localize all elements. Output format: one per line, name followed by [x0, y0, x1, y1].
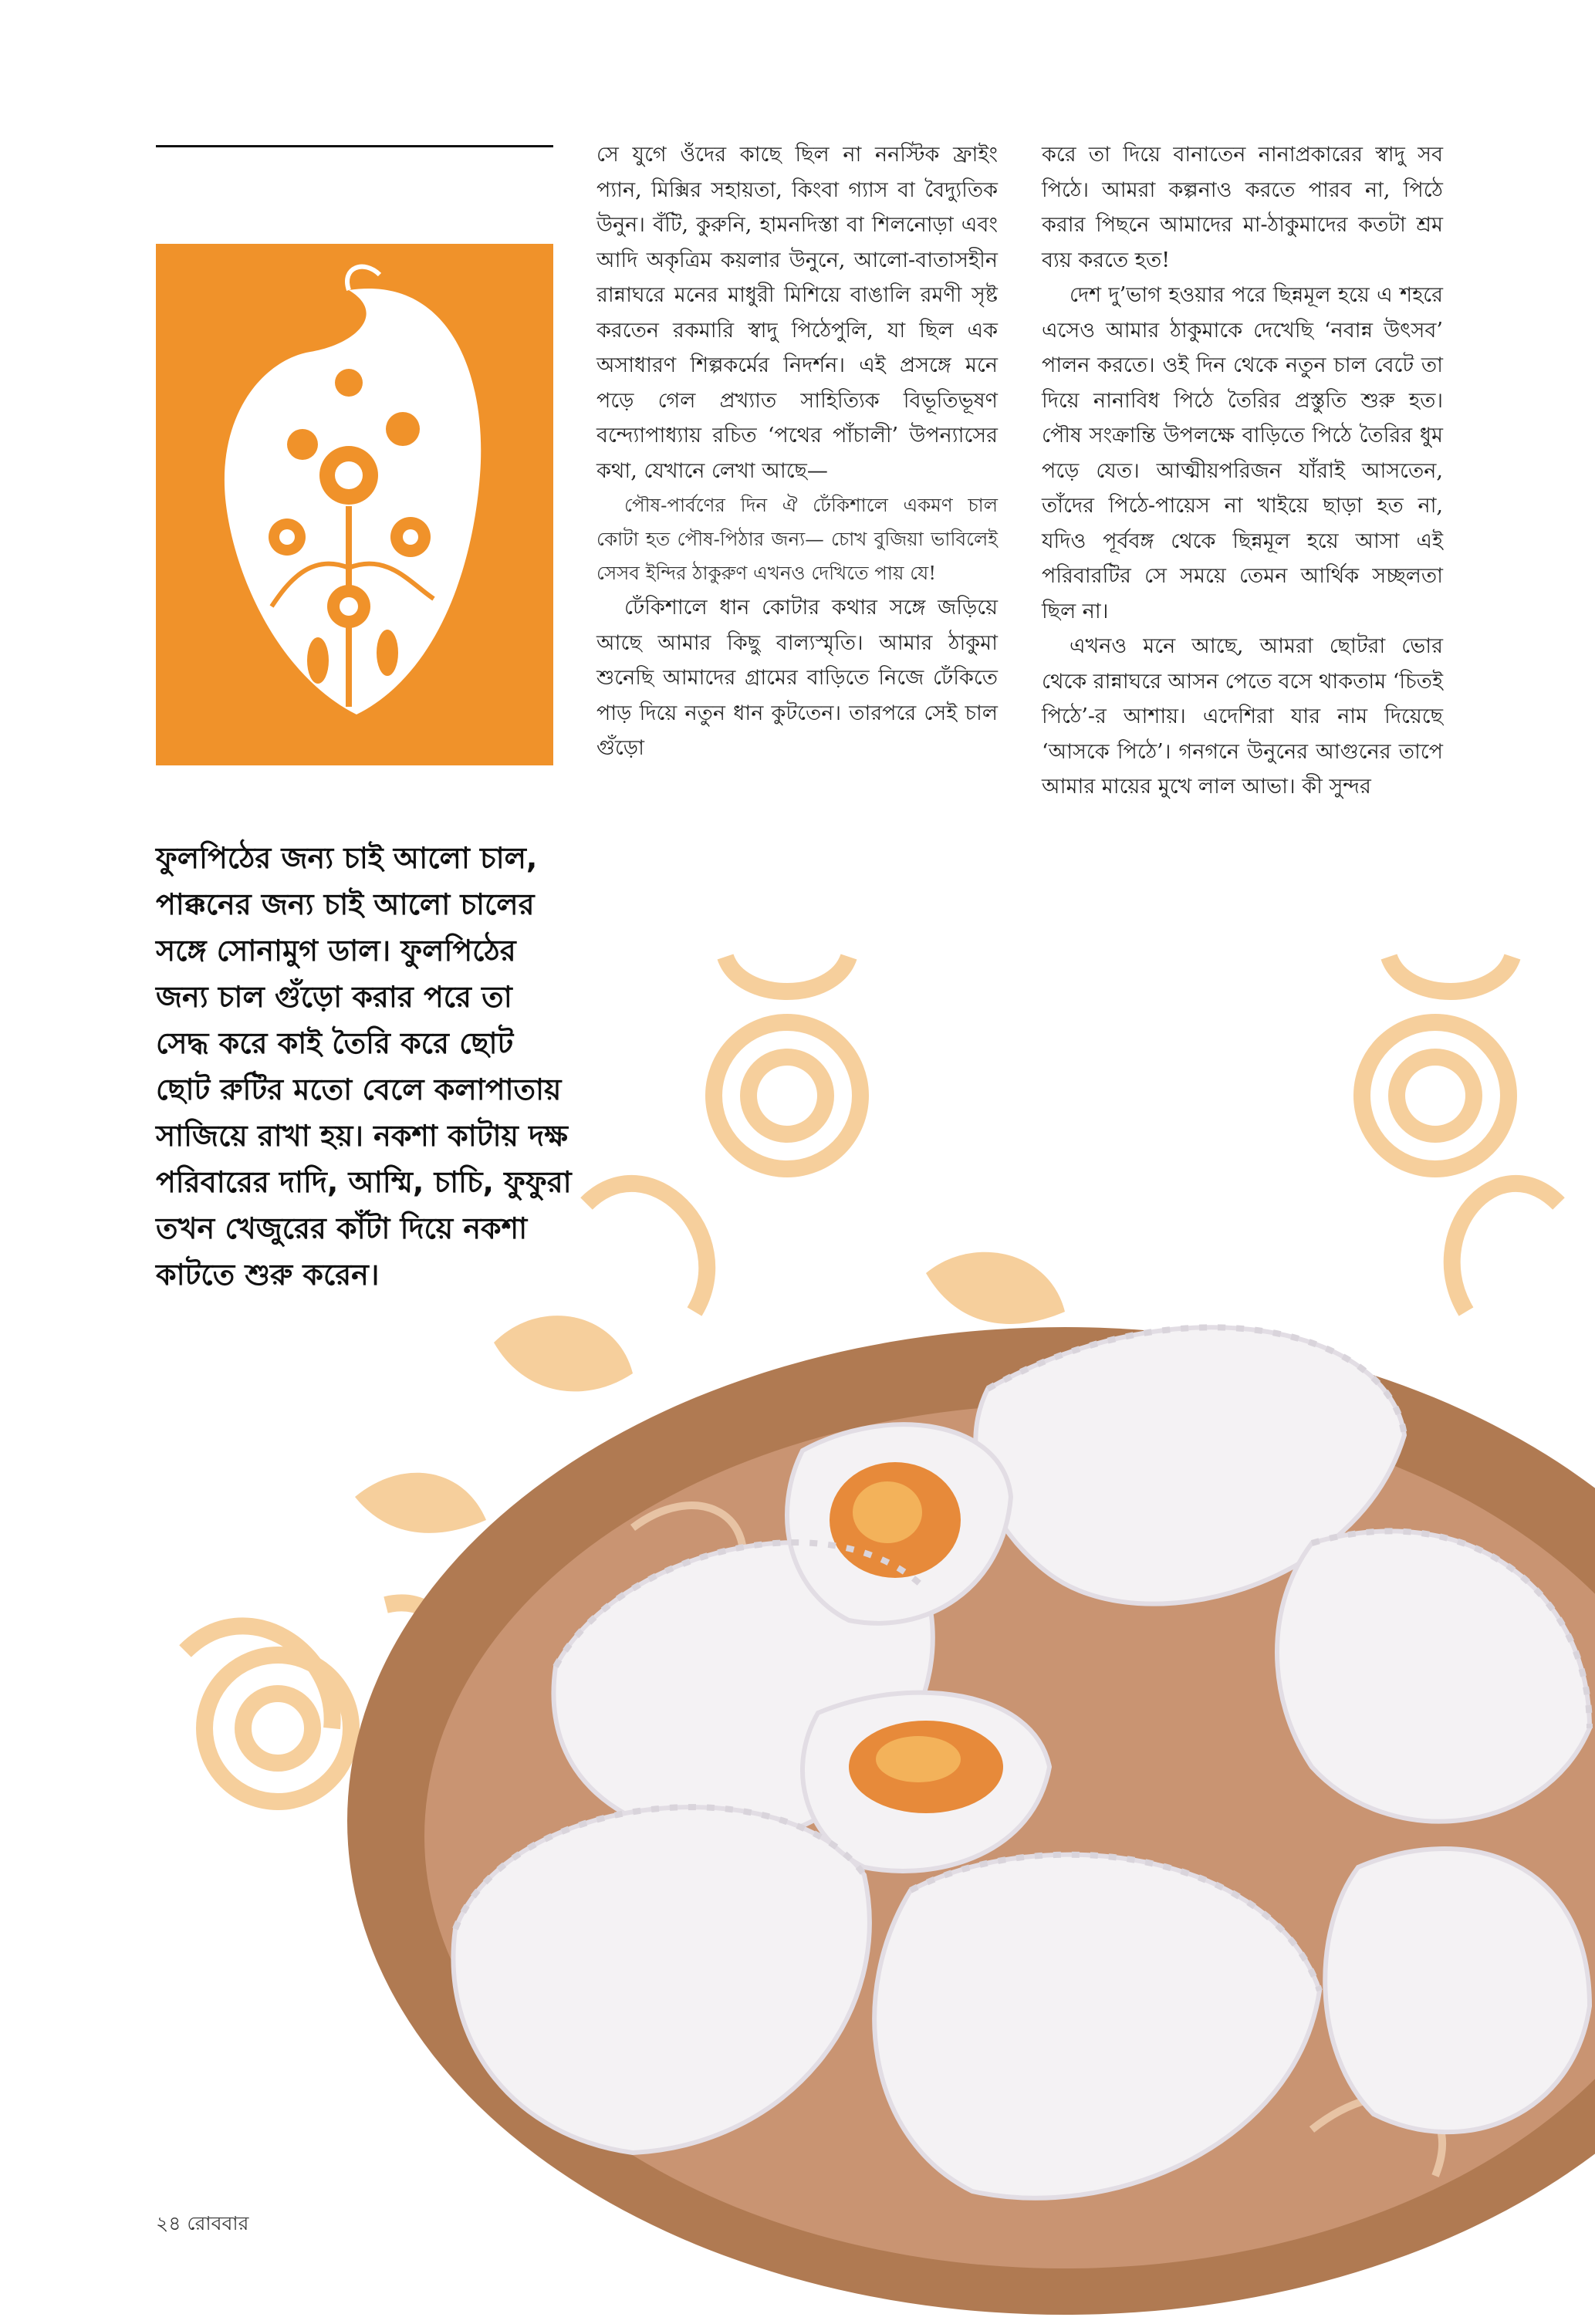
body-paragraph: দেশ দু’ভাগ হওয়ার পরে ছিন্নমূল হয়ে এ শহরে এসেও আমার ঠাকুমাকে দেখেছি ‘নবান্ন উৎসব’ পালন করতে। ওই দিন থেকে নতুন চাল বেটে তা দিয়ে নানাবিধ পিঠে তৈরির প্রস্তুতি শুরু হত। পৌষ সংক্রান্তি উপলক্ষে বাড়িতে পিঠে তৈরির ধুম পড়ে যেত। আত্মীয়পরিজন যাঁরাই আসতেন, তাঁদের পিঠে-পায়েস না খাইয়ে ছাড়া হত না, যদিও পূর্ববঙ্গ থেকে ছিন্নমূল হয়ে আসা এই পরিবারটির সে সময়ে তেমন আর্থিক সচ্ছলতা ছিল না। [1042, 283, 1443, 623]
block-quote: পৌষ-পার্বণের দিন ঐ ঢেঁকিশালে একমণ চাল কোটা হত পৌষ-পিঠার জন্য— চোখ বুজিয়া ভাবিলেই সেসব ইন্দির ঠাকুরুণ এখনও দেখিতে পায় যে! [596, 494, 998, 584]
paisley-motif-icon [156, 244, 553, 765]
header-rule [156, 145, 553, 147]
pull-quote-text: ফুলপিঠের জন্য চাই আলো চাল, পাক্কনের জন্য চাই আলো চালের সঙ্গে সোনামুগ ডাল। ফুলপিঠের জন্য চাল গুঁড়ো করার পরে তা সেদ্ধ করে কাই তৈরি করে ছোট ছোট রুটির মতো বেলে কলাপাতায় সাজিয়ে রাখা হয়। নকশা কাটায় দক্ষ পরিবারের দাদি, আম্মি, চাচি, ফুফুরা তখন খেজুরের কাঁটা দিয়ে নকশা কাটতে শুরু করেন। [156, 841, 572, 1292]
page-folio: ২৪ রোববার [156, 2212, 249, 2234]
body-paragraph: করে তা দিয়ে বানাতেন নানাপ্রকারের স্বাদু সব পিঠে। আমরা কল্পনাও করতে পারব না, পিঠে করার পিছনে আমাদের মা-ঠাকুমাদের কতটা শ্রম ব্যয় করতে হত! [1042, 143, 1443, 272]
body-paragraph: ঢেঁকিশালে ধান কোটার কথার সঙ্গে জড়িয়ে আছে আমার কিছু বাল্যস্মৃতি। আমার ঠাকুমা শুনেছি আমাদের গ্রামের বাড়িতে নিজে ঢেঁকিতে পাড় দিয়ে নতুন ধান কুটতেন। তারপরে সেই চাল গুঁড়ো [596, 596, 998, 760]
article-column-right [1042, 137, 1443, 805]
pull-quote [156, 835, 573, 1298]
body-paragraph: এখনও মনে আছে, আমরা ছোটরা ভোর থেকে রান্নাঘরে আসন পেতে বসে থাকতাম ‘চিতই পিঠে’-র আশায়। এদেশিরা যার নাম দিয়েছে ‘আসকে পিঠে’। গনগনে উনুনের আগুনের তাপে আমার মায়ের মুখে লাল আভা। কী সুন্দর [1042, 634, 1443, 799]
paisley-illustration [156, 244, 553, 765]
article-column-middle [596, 137, 998, 766]
body-paragraph: সে যুগে ওঁদের কাছে ছিল না ননস্টিক ফ্রাইং প্যান, মিক্সির সহায়তা, কিংবা গ্যাস বা বৈদ্যুতিক উনুন। বঁটি, কুরুনি, হামনদিস্তা বা শিলনোড়া এবং আদি অকৃত্রিম কয়লার উনুনে, আলো-বাতাসহীন রান্নাঘরে মনের মাধুরী মিশিয়ে বাঙালি রমণী সৃষ্ট করতেন রকমারি স্বাদু পিঠেপুলি, যা ছিল এক অসাধারণ শিল্পকর্মের নিদর্শন। এই প্রসঙ্গে মনে পড়ে গেল প্রখ্যাত সাহিত্যিক বিভূতিভূষণ বন্দ্যোপাধ্যায় রচিত ‘পথের পাঁচালী’ উপন্যাসের কথা, যেখানে লেখা আছে— [596, 143, 998, 483]
